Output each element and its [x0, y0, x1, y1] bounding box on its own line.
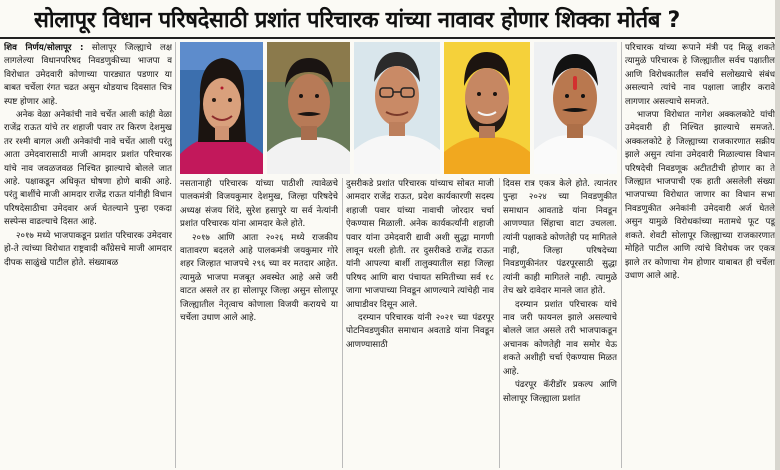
column1-paragraph-2: अनेक वेळा अनेकांची नावे चर्चेत आली कांही वेळा राजेंद्र राऊत यांचे तर शहाजी पवार तर किरण देशमुख तर रश्मी बागल अशी अनेकांची नावे चर्चेत आली परंतु आता उमेदवारासाठी माजी आमदार प्रशांत परिचारक यांचे नाव जवळजवळ निश्चित झाल्याचे बोलले जात आहे. पक्षाकडून अधिकृत घोषणा होणे बाकी आहे. परंतु बाशींचे माजी आमदार राजेंद्र राऊत यांनीही विधान परिषदेसाठीचा उमेदवार अर्ज घेतल्याने पुन्हा एकदा सस्पेन्स वाढल्याचे दिसत आहे.	[4, 110, 172, 228]
column1-paragraph-3: २०१७ मध्ये भाजपाकडून प्रशांत परिचारक उमेदवार हो-ते त्यांच्या विरोधात राष्ट्रवादी काँग्रेसचे माजी आमदार दीपक साळुंखे पाटील होते. संख्याबळ	[4, 230, 172, 268]
column5-paragraph-1: परिचारक यांच्या रूपाने मंत्री पद मिळू शकते त्यामुळे परिचारक हे जिल्ह्यातील सर्वच पक्षातील आणि विरोधकातील सर्वांचे सलोख्याचे संबंध असल्याने त्यांचे नाव पक्षाला जाहीर करावे लागणार असल्याचे समजते.	[625, 43, 775, 107]
photo-portrait-man-glasses	[354, 42, 440, 174]
dateline: शिव निर्णय/सोलापूर :	[4, 43, 84, 53]
page-edge	[775, 0, 780, 470]
column5-paragraph-2: भाजपा विरोधात नागेश अक्कलकोटे यांची उमेदवारी ही निश्चित झाल्याचे समजते. अक्कलकोटे हे जिल्ह्याच्या राजकारणात सक्रीय झाले असुन त्यांना उमेदवारी मिळाल्यास विधान परिषदेची निवडणूक अटीतटीची होणार का ते जिल्ह्यात भाजपाची एक हाती असलेली संख्या भाजपाच्या विरोधात जाणार का विधान सभा निवडणुकीत अनेकांनी उमेदवारी अर्ज घेतले असुन यामुळे विरोधकांच्या मतामधे फूट पडू शकते. शेवटी सोलापूर जिल्ह्याच्या राजकारणात मोहिते पाटील आणि त्यांचे विरोधक जर एकत्र झाले तर कोणाचा गेम होणार याबाबत ही चर्चेला उधाण आले आहे.	[625, 110, 775, 281]
column4-paragraph-3: पंढरपूर कॅरीडॉर प्रकल्प आणि सोलापूर जिल्ह्याला प्रशांत	[503, 380, 617, 404]
column2-paragraph-1: नसतानाही परिचारक यांच्या पाठीशी त्यावेळचे पालकमंत्री विजयकुमार देशमुख, जिल्हा परिषदेचे अध्यक्ष संजय शिंदे, सुरेश हसापुरे या सर्व नेत्यांनी प्रशांत परिचारक यांना आमदार केले होते.	[180, 179, 338, 230]
photo-portrait-man-tilak	[534, 42, 617, 174]
photo-strip	[180, 42, 617, 174]
column4-paragraph-2: दरम्यान प्रशांत परिचारक यांचे नाव जरी फायनल झाले असल्याचे बोलले जात असले तरी भाजपाकडून अचानक कोणतेही नाव समोर येऊ शकते अशीही चर्चा ऐकण्यास मिळत आहे.	[503, 299, 617, 377]
column4-paragraph-1: दिवस रात्र एकत्र केले होते. त्यानंतर पुन्हा २०२४ च्या निवडणुकीत समाधान आवताडे यांना निवडून आणण्यात सिंहाचा वाटा उचलला. त्यांनी पक्षाकडे कोणतेही पद मागितले नाही, जिल्हा परिषदेच्या निवडणुकीनंतर पंढरपूरसाठी सुद्धा त्यांनी काही मागितले नाही. त्यामुळे तेच खरे दावेदार मानले जात होते.	[503, 179, 617, 297]
headline: सोलापूर विधान परिषदेसाठी प्रशांत परिचारक यांच्या नावावर होणार शिक्का मोर्तब ?	[34, 8, 680, 33]
column-divider	[342, 178, 343, 468]
photo-portrait-man-beard	[444, 42, 530, 174]
photo-portrait-man-mustache	[267, 42, 350, 174]
photo-portrait-woman	[180, 42, 263, 174]
article-column-4	[503, 178, 617, 468]
column-divider	[499, 178, 500, 468]
lead-paragraph	[4, 42, 172, 109]
article-column-3	[346, 178, 494, 468]
headline-rule	[0, 37, 780, 39]
column2-paragraph-2: २०१७ आणि आता २०२६ मध्ये राजकीय वातावरण बदलले आहे पालकमंत्री जयकुमार गोरे शहर जिल्हात भाजपचे २९६ च्या वर मतदार आहेत. त्यामुळे भाजपा मजबूत अवस्थेत आहे असे जरी वाटत असले तर हा सोलापूर जिल्हा असुन सोलापूर जिल्ह्यातील नेतृत्वाच कोणाला विजयी करायचे या चर्चेला उधाण आले आहे.	[180, 232, 338, 324]
article-column-1	[4, 42, 172, 468]
column3-paragraph-2: दरम्यान परिचारक यांनी २०२१ च्या पंढरपूर पोटनिवडणुकीत समाधान अवताडे यांना निवडून आणण्यासाठी	[346, 313, 494, 350]
article-column-5	[625, 42, 775, 468]
column-divider	[175, 42, 176, 468]
column-divider	[621, 42, 622, 468]
column1-paragraph-1: सोलापूर जिल्ह्याचे लक्ष लागलेल्या विधानपरिषद निवडणुकीच्या भाजपा व विरोधात उमेदवारी कोणाच्या पारड्यात पडणार या बाबत चर्चेला रंगत चढत असुन थोडयाच दिवसात चित्र स्पष्ट होणार आहे.	[4, 43, 172, 107]
column3-paragraph-1: दुसरीकडे प्रशांत परिचारक यांच्याच सोबत माजी आमदार राजेंद्र राऊत, प्रदेश कार्यकारणी सदस्य शहाजी पवार यांच्या नावाची जोरदार चर्चा ऐकण्यास मिळाली. अनेक कार्यकर्त्यांनी शहाजी पवार यांना उमेदवारी द्यावी अशी सुद्धा मागणी लावून धरली होती. तर दुसरीकडे राजेंद्र राऊत यांनी आपल्या बार्शी तालुक्यातील सहा जिल्हा परिषद आणि बारा पंचायत समितीच्या सर्व १८ जागा भाजपाच्या निवडून आणल्याने त्यांचेही नाव आघाडीवर दिसून आले.	[346, 179, 494, 310]
article-column-2	[180, 178, 338, 468]
